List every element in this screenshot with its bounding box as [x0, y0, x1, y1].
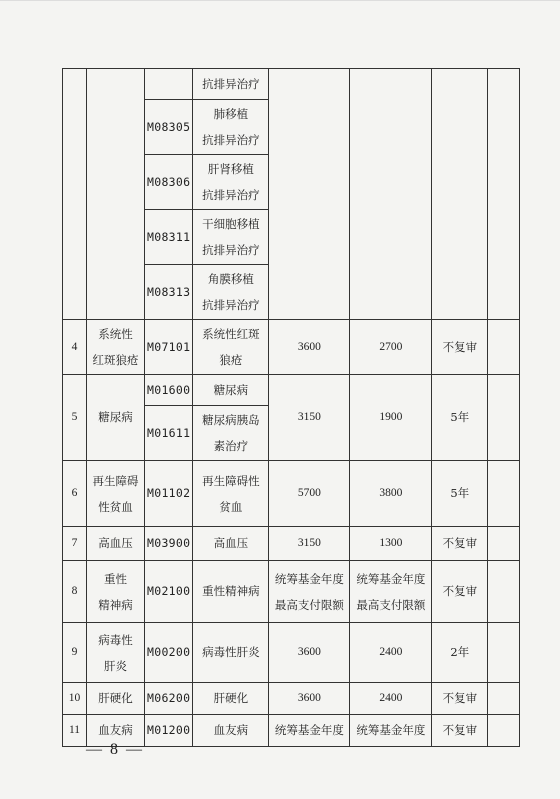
drug-name-cell	[193, 320, 269, 375]
limit-b-cell	[350, 69, 432, 320]
review-cell	[432, 69, 488, 320]
table-row	[63, 320, 520, 375]
drug-name-line: 角膜移植	[207, 272, 254, 286]
limit-a-cell: 3600	[269, 320, 350, 375]
review-cell: 不复审	[432, 715, 488, 747]
limit-b-cell: 统筹基金年度	[350, 715, 432, 747]
drug-name-cell	[193, 461, 269, 527]
limit-b-cell: 1300	[350, 527, 432, 561]
limit-b-cell: 2400	[350, 623, 432, 683]
disease-cell	[87, 461, 145, 527]
limit-b-cell: 1900	[350, 375, 432, 461]
limit-line: 最高支付限额	[356, 597, 426, 612]
index-cell: 6	[63, 461, 87, 527]
drug-name-line: 抗排异治疗	[202, 243, 260, 257]
disease-cell	[87, 320, 145, 375]
extra-cell	[488, 527, 520, 561]
limit-a-cell: 3600	[269, 623, 350, 683]
disease-cell: 肝硬化	[87, 683, 145, 715]
page-number: — 8 —	[86, 741, 144, 758]
extra-cell	[488, 461, 520, 527]
limit-a-cell: 统筹基金年度	[269, 715, 350, 747]
code-cell: M01611	[145, 406, 193, 461]
disease-cell: 血友病	[87, 715, 145, 747]
code-cell: M08306	[145, 155, 193, 210]
table-row	[63, 461, 520, 527]
drug-name-line: 干细胞移植	[202, 217, 260, 231]
review-cell: 2年	[432, 623, 488, 683]
extra-cell	[488, 375, 520, 461]
limit-line: 统筹基金年度	[356, 571, 426, 586]
extra-cell	[488, 320, 520, 375]
index-cell: 9	[63, 623, 87, 683]
drug-name-line: 抗排异治疗	[202, 298, 260, 312]
limit-b-cell: 2700	[350, 320, 432, 375]
disease-line: 肝炎	[104, 658, 127, 673]
table-row	[63, 527, 520, 561]
index-cell: 10	[63, 683, 87, 715]
disease-line: 再生障碍	[92, 473, 139, 488]
review-cell: 5年	[432, 375, 488, 461]
disease-line: 精神病	[98, 597, 133, 612]
drug-name-line: 抗排异治疗	[202, 188, 260, 202]
code-cell: M01200	[145, 715, 193, 747]
table-row	[63, 683, 520, 715]
review-cell: 不复审	[432, 320, 488, 375]
chronic-disease-table	[62, 68, 520, 747]
code-cell: M01600	[145, 375, 193, 406]
drug-name-line: 糖尿病胰岛	[202, 413, 260, 427]
drug-name-line: 贫血	[219, 499, 243, 514]
drug-name-line: 狼疮	[219, 353, 243, 367]
index-cell: 5	[63, 375, 87, 461]
index-cell	[63, 69, 87, 320]
disease-cell	[87, 623, 145, 683]
limit-a-cell: 5700	[269, 461, 350, 527]
disease-cell: 糖尿病	[87, 375, 145, 461]
code-cell: M06200	[145, 683, 193, 715]
limit-line: 统筹基金年度	[274, 571, 344, 586]
drug-name-cell	[193, 265, 269, 320]
index-cell: 8	[63, 561, 87, 623]
disease-cell	[87, 69, 145, 320]
limit-a-cell: 3600	[269, 683, 350, 715]
review-cell: 5年	[432, 461, 488, 527]
drug-name-cell: 重性精神病	[193, 561, 269, 623]
extra-cell	[488, 69, 520, 320]
drug-name-line: 肝肾移植	[207, 162, 254, 176]
disease-line: 重性	[104, 571, 127, 586]
review-cell: 不复审	[432, 561, 488, 623]
drug-name-cell: 高血压	[193, 527, 269, 561]
code-cell: M02100	[145, 561, 193, 623]
drug-name-cell: 病毒性肝炎	[193, 623, 269, 683]
extra-cell	[488, 623, 520, 683]
drug-name-cell	[193, 100, 269, 155]
extra-cell	[488, 561, 520, 623]
code-cell	[145, 69, 193, 100]
code-cell: M01102	[145, 461, 193, 527]
limit-b-cell: 2400	[350, 683, 432, 715]
table-row	[63, 623, 520, 683]
index-cell: 7	[63, 527, 87, 561]
index-cell: 11	[63, 715, 87, 747]
drug-name-line: 素治疗	[213, 439, 249, 453]
review-cell: 不复审	[432, 683, 488, 715]
code-cell: M08311	[145, 210, 193, 265]
drug-name-cell: 糖尿病	[193, 375, 269, 406]
limit-b-cell: 3800	[350, 461, 432, 527]
limit-a-cell	[269, 69, 350, 320]
limit-a-cell	[269, 561, 350, 623]
drug-name-line: 抗排异治疗	[202, 133, 260, 147]
page-top-edge	[0, 0, 560, 1]
disease-cell: 高血压	[87, 527, 145, 561]
code-cell: M03900	[145, 527, 193, 561]
limit-a-cell: 3150	[269, 375, 350, 461]
review-cell: 不复审	[432, 527, 488, 561]
table-row	[63, 375, 520, 406]
code-cell: M08305	[145, 100, 193, 155]
drug-name-line: 系统性红斑	[202, 327, 260, 341]
table-row	[63, 69, 520, 100]
table-row	[63, 561, 520, 623]
disease-line: 红斑狼疮	[92, 353, 139, 367]
code-cell: M08313	[145, 265, 193, 320]
drug-name-line: 肺移植	[213, 107, 249, 121]
code-cell: M07101	[145, 320, 193, 375]
drug-name-line: 再生障碍性	[202, 473, 260, 488]
limit-a-cell: 3150	[269, 527, 350, 561]
drug-name-cell	[193, 210, 269, 265]
disease-line: 系统性	[98, 327, 133, 341]
index-cell: 4	[63, 320, 87, 375]
drug-name-cell	[193, 155, 269, 210]
disease-line: 病毒性	[98, 632, 133, 647]
limit-b-cell	[350, 561, 432, 623]
drug-name-cell: 肝硬化	[193, 683, 269, 715]
extra-cell	[488, 715, 520, 747]
disease-cell	[87, 561, 145, 623]
code-cell: M00200	[145, 623, 193, 683]
disease-line: 性贫血	[98, 499, 133, 514]
drug-name-cell	[193, 406, 269, 461]
limit-line: 最高支付限额	[274, 597, 344, 612]
drug-name-cell: 抗排异治疗	[193, 69, 269, 100]
drug-name-cell: 血友病	[193, 715, 269, 747]
extra-cell	[488, 683, 520, 715]
